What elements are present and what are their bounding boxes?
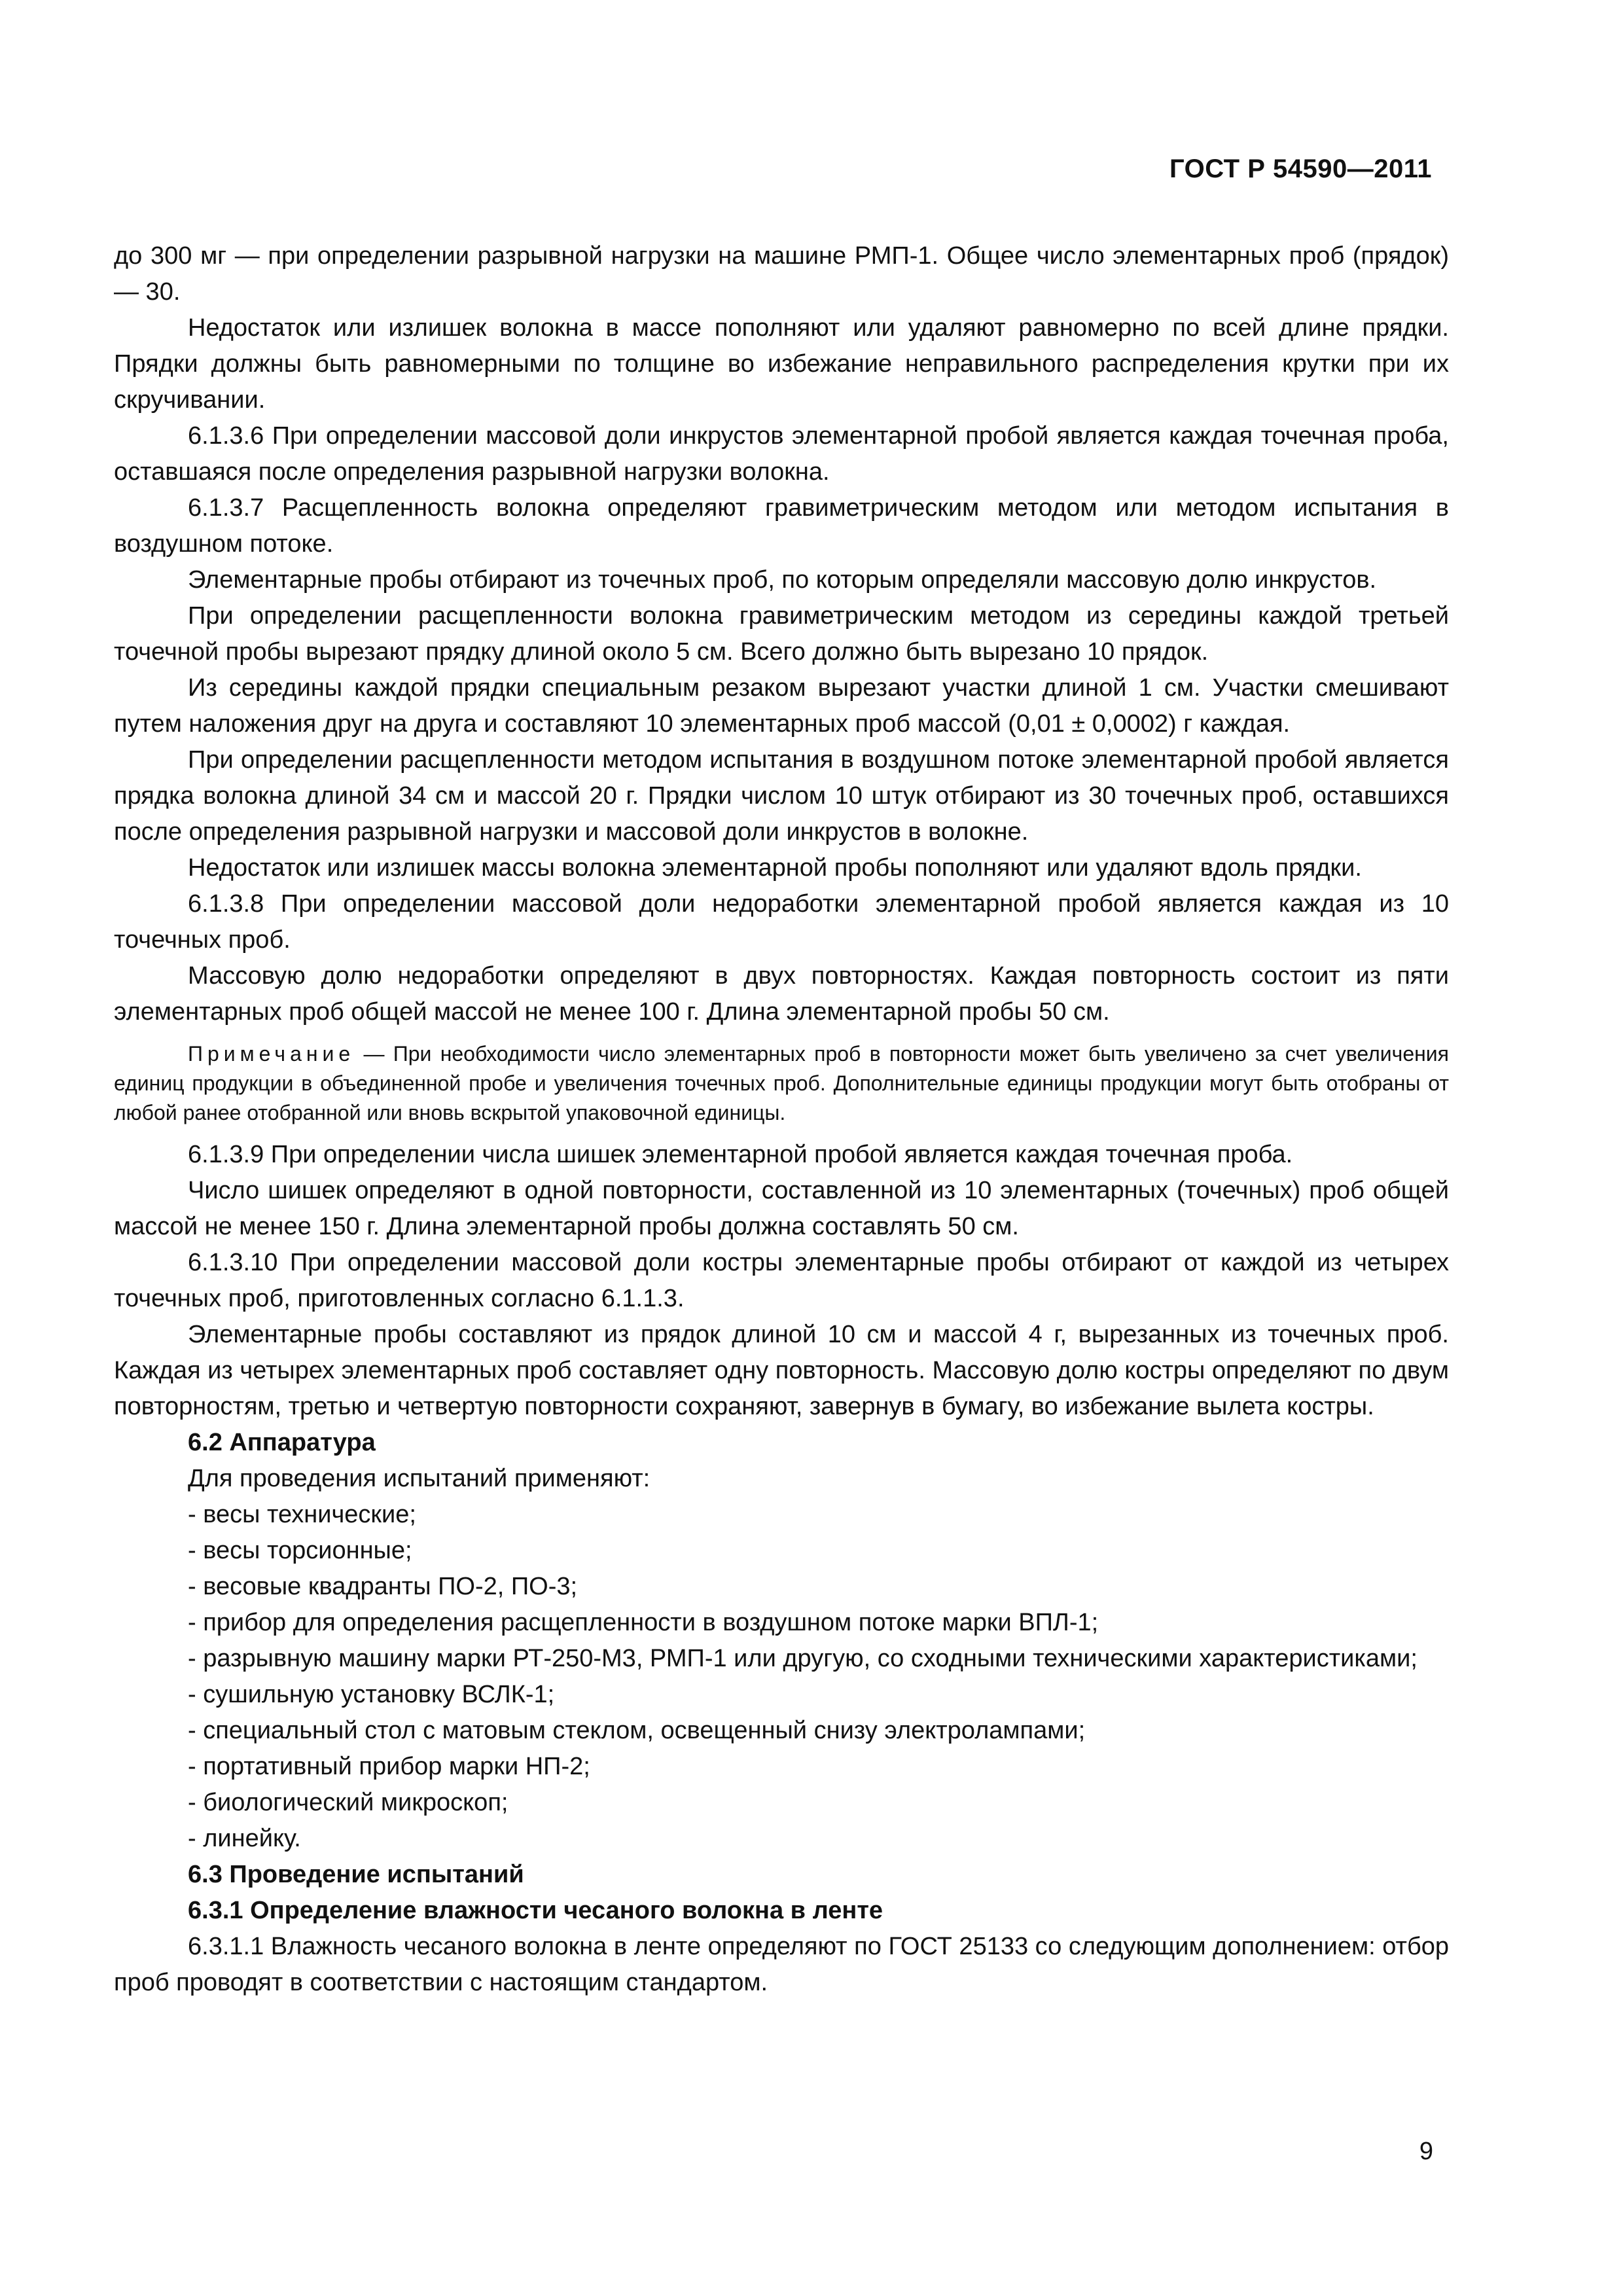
paragraph: Недостаток или излишек массы волокна элементарной пробы пополняют или удаляют вдоль прядки.: [188, 854, 1362, 882]
list-item: - биологический микроскоп;: [188, 1789, 508, 1816]
section-heading-6-3-1: 6.3.1 Определение влажности чесаного волокна в ленте: [188, 1897, 883, 1924]
list-item: - сушильную установку ВСЛК-1;: [188, 1681, 555, 1708]
list-item: - разрывную машину марки РТ-250-М3, РМП-1 или другую, со сходными техническими характеристиками;: [188, 1645, 1418, 1672]
paragraph: Недостаток или излишек волокна в массе пополняют или удаляют равномерно по всей длине прядки. Прядки должны быть равномерными по толщине во избежание неправильного распределения крутки при их скручивании.: [114, 314, 1449, 414]
clause-6-3-1-1: 6.3.1.1 Влажность чесаного волокна в ленте определяют по ГОСТ 25133 со следующим дополнением: отбор проб проводят в соответствии с настоящим стандартом.: [114, 1933, 1449, 1996]
paragraph: Массовую долю недоработки определяют в двух повторностях. Каждая повторность состоит из пяти элементарных проб общей массой не менее 100 г. Длина элементарной пробы 50 см.: [114, 962, 1449, 1026]
paragraph: Из середины каждой прядки специальным резаком вырезают участки длиной 1 см. Участки смешивают путем наложения друг на друга и составляют 10 элементарных проб массой (0,01 ± 0,0002) г каждая.: [114, 674, 1449, 738]
section-heading-6-3: 6.3 Проведение испытаний: [188, 1861, 524, 1888]
note-label: Примечание: [188, 1042, 355, 1066]
paragraph: Элементарные пробы отбирают из точечных проб, по которым определяли массовую долю инкрустов.: [188, 566, 1377, 594]
paragraph: до 300 мг — при определении разрывной нагрузки на машине РМП-1. Общее число элементарных проб (прядок) — 30.: [114, 242, 1449, 306]
list-item: - весы торсионные;: [188, 1537, 412, 1564]
clause-6-1-3-6: 6.1.3.6 При определении массовой доли инкрустов элементарной пробой является каждая точечная проба, оставшаяся после определения разрывной нагрузки волокна.: [114, 422, 1449, 486]
list-item: - весовые квадранты ПО-2, ПО-3;: [188, 1573, 578, 1600]
paragraph: При определении расщепленности методом испытания в воздушном потоке элементарной пробой является прядка волокна длиной 34 см и массой 20 г. Прядки числом 10 штук отбирают из 30 точечных проб, оставшихся после определения разрывной нагрузки и массовой доли инкрустов в волокне.: [114, 746, 1449, 846]
note-text: — При необходимости число элементарных проб в повторности может быть увеличено за счет увеличения единиц продукции в объединенной пробе и увеличения точечных проб. Дополнительные единицы продукции могут быть отобраны от любой ранее отобранной или вновь вскрытой упаковочной единицы.: [114, 1042, 1449, 1124]
list-item: - специальный стол с матовым стеклом, освещенный снизу электролампами;: [188, 1717, 1086, 1744]
list-item: - весы технические;: [188, 1501, 416, 1528]
document-body: [114, 238, 1449, 2001]
page-number: 9: [1419, 2138, 1433, 2165]
list-item: - линейку.: [188, 1825, 301, 1852]
list-item: - портативный прибор марки НП-2;: [188, 1753, 590, 1780]
clause-6-1-3-10: 6.1.3.10 При определении массовой доли костры элементарные пробы отбирают от каждой из четырех точечных проб, приготовленных согласно 6.1.1.3.: [114, 1249, 1449, 1312]
paragraph: Для проведения испытаний применяют:: [188, 1465, 651, 1492]
paragraph: При определении расщепленности волокна гравиметрическим методом из середины каждой третьей точечной пробы вырезают прядку длиной около 5 см. Всего должно быть вырезано 10 прядок.: [114, 602, 1449, 666]
clause-6-1-3-8: 6.1.3.8 При определении массовой доли недоработки элементарной пробой является каждая из 10 точечных проб.: [114, 890, 1449, 954]
section-heading-6-2: 6.2 Аппаратура: [188, 1429, 376, 1456]
list-item: - прибор для определения расщепленности в воздушном потоке марки ВПЛ-1;: [188, 1609, 1099, 1636]
clause-6-1-3-9: 6.1.3.9 При определении числа шишек элементарной пробой является каждая точечная проба.: [188, 1141, 1293, 1168]
apparatus-list: [114, 1497, 1449, 1857]
document-header: ГОСТ Р 54590—2011: [1169, 154, 1432, 183]
paragraph: Элементарные пробы составляют из прядок длиной 10 см и массой 4 г, вырезанных из точечных проб. Каждая из четырех элементарных проб составляет одну повторность. Массовую долю костры определяют по двум повторностям, третью и четвертую повторности сохраняют, завернув в бумагу, во избежание вылета костры.: [114, 1321, 1449, 1420]
clause-6-1-3-7: 6.1.3.7 Расщепленность волокна определяют гравиметрическим методом или методом испытания в воздушном потоке.: [114, 494, 1449, 558]
note: [114, 1039, 1449, 1128]
paragraph: Число шишек определяют в одной повторности, составленной из 10 элементарных (точечных) проб общей массой не менее 150 г. Длина элементарной пробы должна составлять 50 см.: [114, 1177, 1449, 1240]
